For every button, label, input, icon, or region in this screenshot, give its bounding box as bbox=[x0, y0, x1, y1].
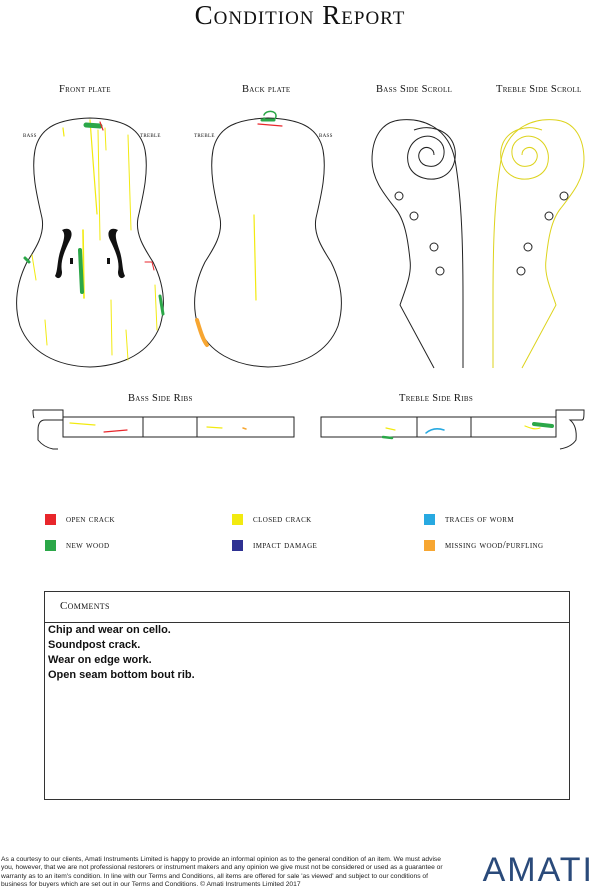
comments-title: Comments bbox=[60, 600, 110, 612]
comments-box bbox=[44, 591, 570, 800]
legend-label: impact damage bbox=[253, 540, 318, 551]
open-crack-swatch bbox=[45, 514, 56, 525]
treble-ribs-damage-marks bbox=[383, 424, 552, 438]
front-plate-outline bbox=[17, 118, 164, 367]
comment-line: Chip and wear on cello. bbox=[48, 624, 171, 636]
back-plate-label: Back plate bbox=[242, 84, 291, 95]
front-treble-side-label: treble bbox=[140, 130, 161, 139]
legend-item-open-crack bbox=[45, 514, 115, 525]
bass-side-ribs-label: Bass Side Ribs bbox=[128, 393, 193, 404]
comment-line: Open seam bottom bout rib. bbox=[48, 669, 195, 681]
closed-crack-swatch bbox=[232, 514, 243, 525]
comment-line: Wear on edge work. bbox=[48, 654, 152, 666]
legend-item-traces-of-worm bbox=[424, 514, 514, 525]
back-treble-side-label: treble bbox=[194, 130, 215, 139]
treble-side-scroll-label: Treble Side Scroll bbox=[496, 84, 582, 95]
legend-label: new wood bbox=[66, 540, 110, 551]
bass-ribs-outline bbox=[33, 410, 294, 449]
legend-item-new-wood bbox=[45, 540, 109, 551]
bass-ribs-damage-marks bbox=[70, 423, 246, 432]
impact-damage-swatch bbox=[232, 540, 243, 551]
bass-side-scroll-label: Bass Side Scroll bbox=[376, 84, 453, 95]
legend-item-missing-wood bbox=[424, 540, 543, 551]
legend-label: missing wood/purfling bbox=[445, 540, 544, 551]
legend-item-impact-damage bbox=[232, 540, 317, 551]
comments-body bbox=[48, 623, 195, 683]
front-plate-label: Front plate bbox=[59, 84, 111, 95]
f-holes bbox=[55, 229, 125, 278]
treble-side-ribs-label: Treble Side Ribs bbox=[399, 393, 474, 404]
treble-scroll-outline bbox=[493, 120, 584, 368]
page-title: Condition Report bbox=[194, 0, 406, 30]
missing-wood-swatch bbox=[424, 540, 435, 551]
back-bass-side-label: bass bbox=[319, 130, 333, 139]
comment-line: Soundpost crack. bbox=[48, 639, 141, 651]
back-plate-outline bbox=[195, 118, 342, 367]
front-plate-damage-marks bbox=[25, 120, 163, 360]
treble-ribs-outline bbox=[321, 410, 584, 449]
comments-header bbox=[45, 592, 569, 623]
front-bass-side-label: bass bbox=[23, 130, 37, 139]
disclaimer-text: As a courtesy to our clients, Amati Instruments Limited is happy to provide an informal opinion as to the general condition of an item. We must advise you, however, that we are not professional restorers or instrument makers and any opinion we give must not be considered or used as a guarantee or warranty as to an item's condition. In line with our Terms and Conditions, all items are offered for sale 'as viewed' and subject to our conditions of business for buyers which are set out in our Terms and Conditions. © Amati Instruments Limited 2017 bbox=[1, 856, 443, 889]
bass-scroll-outline bbox=[372, 120, 463, 368]
traces-of-worm-swatch bbox=[424, 514, 435, 525]
legend-label: closed crack bbox=[253, 514, 312, 525]
back-plate-damage-marks bbox=[197, 111, 282, 345]
new-wood-swatch bbox=[45, 540, 56, 551]
legend-label: traces of worm bbox=[445, 514, 514, 525]
legend-label: open crack bbox=[66, 514, 115, 525]
legend-item-closed-crack bbox=[232, 514, 312, 525]
brand-logo: AMATI bbox=[482, 851, 594, 889]
